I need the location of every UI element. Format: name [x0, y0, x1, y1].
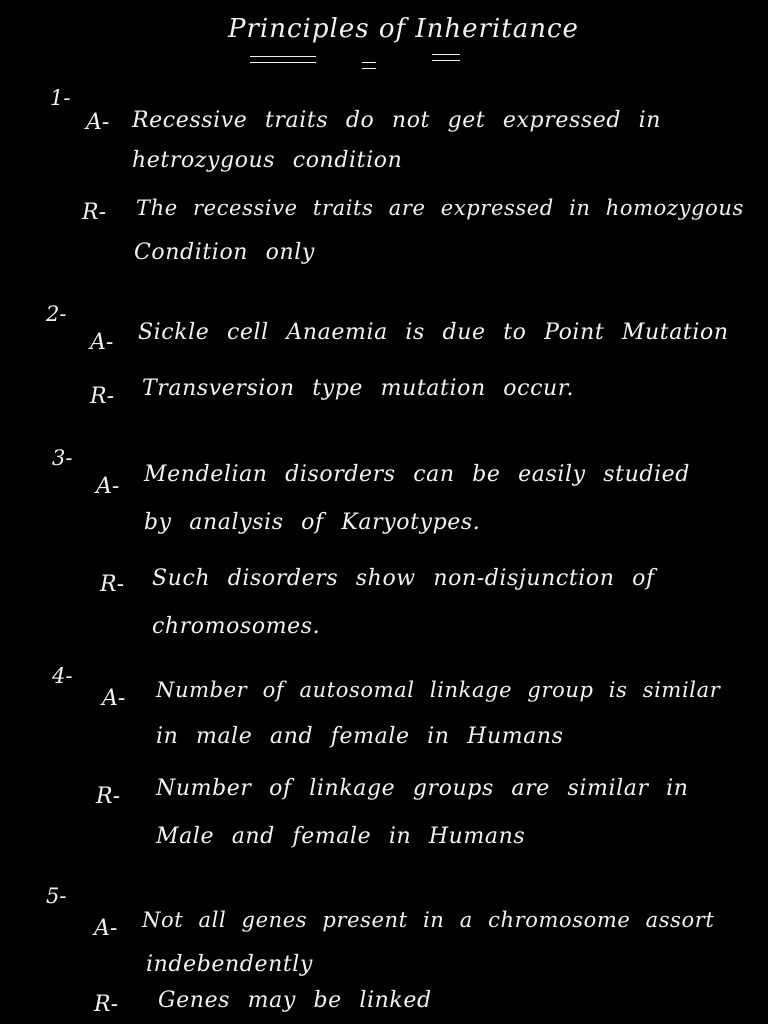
title-underline — [432, 54, 460, 61]
assertion-text: Recessive traits do not get expressed in — [132, 108, 662, 133]
assertion-label: A- — [90, 330, 114, 355]
item-number: 2- — [46, 302, 67, 326]
assertion-text: Mendelian disorders can be easily studied — [144, 462, 690, 487]
assertion-label: A- — [102, 686, 126, 711]
assertion-text: Not all genes present in a chromosome assort — [142, 908, 715, 932]
item-number: 4- — [52, 664, 73, 688]
reason-text: Such disorders show non-disjunction of — [152, 566, 655, 591]
reason-text: Male and female in Humans — [156, 824, 526, 849]
reason-text: Number of linkage groups are similar in — [156, 776, 689, 801]
reason-label: R- — [94, 992, 118, 1017]
reason-label: R- — [96, 784, 120, 809]
reason-text: Condition only — [134, 240, 315, 265]
assertion-label: A- — [96, 474, 120, 499]
reason-text: The recessive traits are expressed in homozygous — [136, 196, 744, 220]
assertion-text: Number of autosomal linkage group is similar — [156, 678, 721, 702]
reason-label: R- — [82, 200, 106, 225]
title-underline — [362, 62, 376, 69]
item-number: 1- — [50, 86, 71, 110]
assertion-text: in male and female in Humans — [156, 724, 564, 749]
item-number: 3- — [52, 446, 73, 470]
item-number: 5- — [46, 884, 67, 908]
assertion-text: indebendently — [146, 952, 313, 977]
reason-text: Genes may be linked — [158, 988, 432, 1013]
assertion-label: A- — [86, 110, 110, 135]
reason-label: R- — [100, 572, 124, 597]
reason-text: Transversion type mutation occur. — [142, 376, 575, 401]
assertion-text: Sickle cell Anaemia is due to Point Mutation — [138, 320, 729, 345]
assertion-text: hetrozygous condition — [132, 148, 403, 173]
assertion-label: A- — [94, 916, 118, 941]
assertion-text: by analysis of Karyotypes. — [144, 510, 481, 535]
title-underline — [250, 56, 316, 63]
reason-text: chromosomes. — [152, 614, 321, 639]
reason-label: R- — [90, 384, 114, 409]
page-title: Principles of Inheritance — [228, 14, 579, 44]
